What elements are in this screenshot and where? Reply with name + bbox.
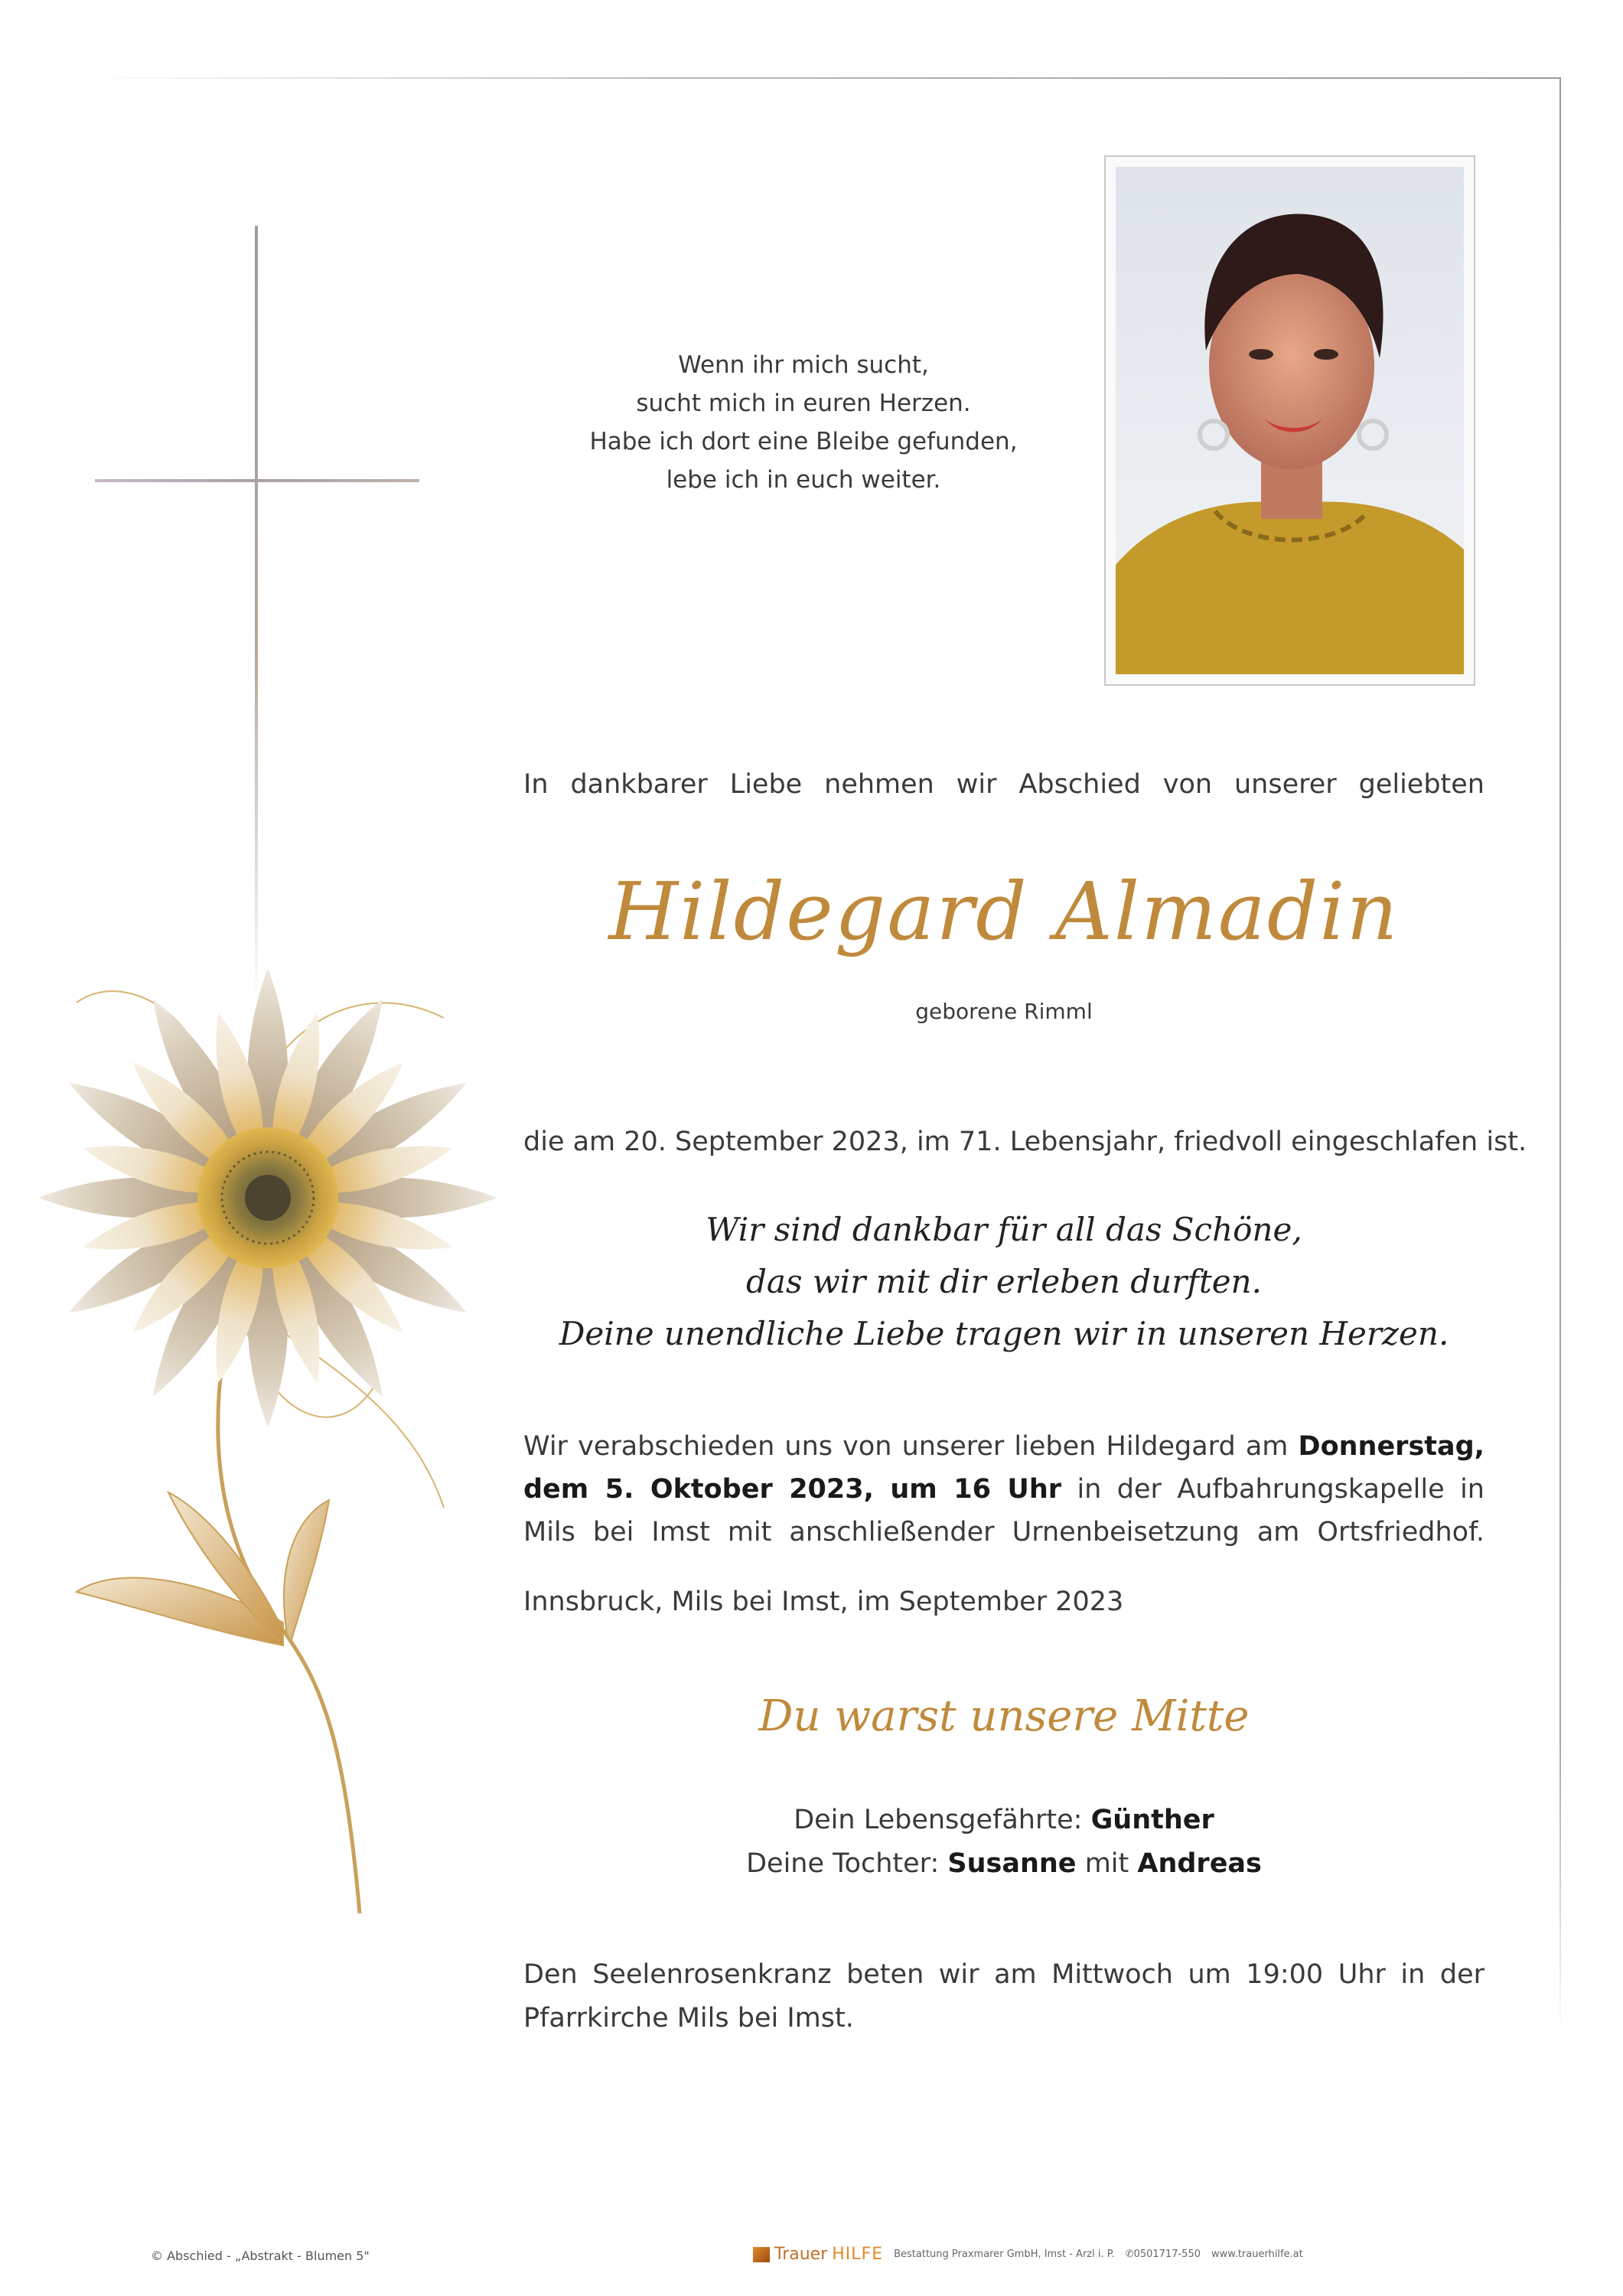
portrait-frame [1104, 155, 1475, 686]
family-mourners [523, 1799, 1484, 1886]
rosary-line: Pfarrkirche Mils bei Imst. [523, 2003, 854, 2033]
daughter-partner-name: Andreas [1137, 1848, 1262, 1879]
verse-line: Wir sind dankbar für all das Schöne, [706, 1211, 1302, 1248]
ceremony-text: in der Aufbahrungskapelle in [1077, 1474, 1484, 1505]
brand-name-part1: Trauer [774, 2245, 828, 2264]
ceremony-date-time: dem 5. Oktober 2023, um 16 Uhr [523, 1474, 1062, 1505]
frame-right-line [1559, 77, 1561, 2037]
rosary-notice [523, 1953, 1484, 2040]
maiden-name: geborene Rimml [915, 999, 1093, 1024]
family-daughter-row [523, 1842, 1484, 1886]
ceremony-day: Donnerstag, [1298, 1431, 1484, 1462]
cross-icon-horizontal [95, 479, 419, 482]
motto-heading: Du warst unsere Mitte [758, 1691, 1250, 1741]
design-copyright: © Abschied - „Abstrakt - Blumen 5" [151, 2249, 370, 2263]
verse-line: das wir mit dir erleben durften. [746, 1263, 1262, 1300]
death-notice: die am 20. September 2023, im 71. Lebensjahr, friedvoll eingeschlafen ist. [523, 1127, 1527, 1157]
ceremony-line [523, 1468, 1484, 1511]
daughter-with: mit [1084, 1848, 1129, 1879]
partner-label: Dein Lebensgefährte: [794, 1805, 1083, 1835]
rosary-line: Den Seelenrosenkranz beten wir am Mittwoch um 19:00 Uhr in der [523, 1959, 1484, 1990]
cross-icon-vertical [255, 226, 258, 1006]
ceremony-text: Wir verabschieden uns von unserer lieben Hildegard am [523, 1431, 1289, 1462]
ceremony-line [523, 1425, 1484, 1468]
ceremony-line: Mils bei Imst mit anschließender Urnenbeisetzung am Ortsfriedhof. [523, 1517, 1484, 1548]
daughter-label: Deine Tochter: [746, 1848, 940, 1879]
poem-line: Habe ich dort eine Bleibe gefunden, [589, 428, 1018, 455]
poem-line: Wenn ihr mich sucht, [678, 351, 929, 379]
company-name: Bestattung Praxmarer GmbH, Imst - Arzl i. P. [894, 2249, 1115, 2260]
poem-line: lebe ich in euch weiter. [666, 466, 941, 494]
trauerhilfe-logo-icon [753, 2247, 770, 2262]
company-phone: ✆0501717-550 [1125, 2249, 1201, 2260]
family-partner-row [523, 1799, 1484, 1842]
footer-brand [753, 2245, 1303, 2264]
frame-top-line [84, 77, 1561, 79]
poem-line: sucht mich in euren Herzen. [636, 390, 971, 417]
sunflower-petals [38, 968, 497, 1427]
daughter-name: Susanne [947, 1848, 1077, 1879]
partner-name: Günther [1090, 1805, 1214, 1835]
memorial-poem [536, 346, 1071, 499]
verse-line: Deine unendliche Liebe tragen wir in unseren Herzen. [559, 1315, 1449, 1352]
gratitude-verse [523, 1204, 1484, 1360]
portrait-photo [1116, 167, 1464, 674]
place-date: Innsbruck, Mils bei Imst, im September 2023 [523, 1587, 1124, 1617]
sunflower-leaf [77, 1492, 329, 1645]
company-website[interactable]: www.trauerhilfe.at [1211, 2249, 1303, 2260]
sunflower-illustration [15, 957, 536, 1913]
intro-text: In dankbarer Liebe nehmen wir Abschied von unserer geliebten [523, 769, 1484, 800]
ceremony-details [523, 1425, 1484, 1554]
deceased-name: Hildegard Almadin [608, 865, 1400, 958]
brand-name-part2: HILFE [832, 2245, 884, 2264]
